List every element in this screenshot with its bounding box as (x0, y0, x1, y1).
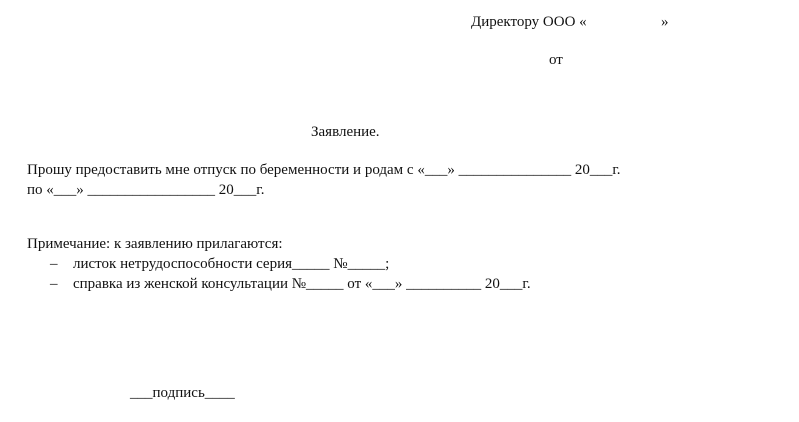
list-item-sick-leave: листок нетрудоспособности серия_____ №_____; (73, 256, 390, 272)
list-item-clinic-certificate: справка из женской консультации №_____ от «___» __________ 20___г. (73, 276, 531, 292)
list-dash: – (50, 276, 58, 292)
document-title: Заявление. (311, 124, 380, 140)
addressee-suffix: » (661, 14, 669, 30)
signature-line: ___подпись____ (130, 385, 235, 401)
from-label: от (549, 52, 563, 68)
list-dash: – (50, 256, 58, 272)
body-line-1: Прошу предоставить мне отпуск по беременности и родам с «___» _______________ 20___г. (27, 162, 621, 178)
body-line-2: по «___» _________________ 20___г. (27, 182, 265, 198)
note-heading: Примечание: к заявлению прилагаются: (27, 236, 283, 252)
addressee-prefix: Директору ООО « (471, 14, 587, 30)
